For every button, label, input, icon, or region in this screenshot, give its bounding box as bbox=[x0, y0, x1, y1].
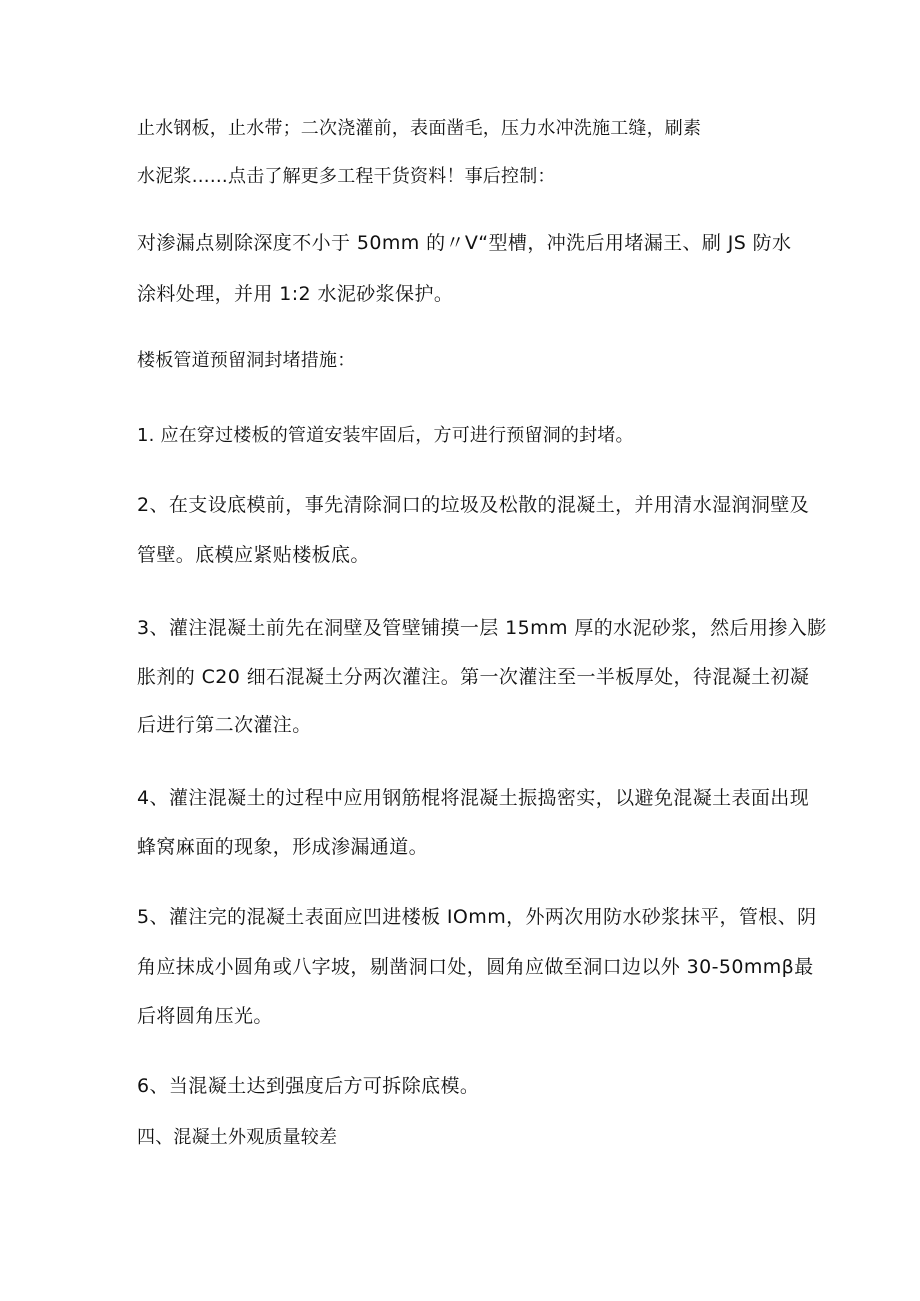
section-heading-concrete-appearance: 四、混凝土外观质量较差 bbox=[137, 1127, 338, 1148]
list-item-5-line-1: 5、灌注完的混凝土表面应凹进楼板 IOmm，外两次用防水砂浆抹平，管根、阴 bbox=[137, 906, 817, 928]
list-item-4-line-2: 蜂窝麻面的现象，形成渗漏通道。 bbox=[137, 836, 429, 858]
section-heading-floor-slab: 楼板管道预留洞封堵措施： bbox=[137, 350, 356, 371]
text-line-4: 涂料处理，并用 1:2 水泥砂浆保护。 bbox=[137, 283, 454, 305]
list-item-2-line-1: 2、在支设底模前，事先清除洞口的垃圾及松散的混凝土，并用清水湿润洞壁及 bbox=[137, 494, 810, 516]
list-item-3-line-2: 胀剂的 C20 细石混凝土分两次灌注。第一次灌注至一半板厚处，待混凝土初凝 bbox=[137, 666, 810, 688]
list-item-2-line-2: 管壁。底模应紧贴楼板底。 bbox=[137, 544, 370, 566]
list-item-4-line-1: 4、灌注混凝土的过程中应用钢筋棍将混凝土振捣密实，以避免混凝土表面出现 bbox=[137, 787, 810, 809]
list-item-3-line-3: 后进行第二次灌注。 bbox=[137, 714, 312, 736]
list-item-3-line-1: 3、灌注混凝土前先在洞壁及管壁铺摸一层 15mm 厚的水泥砂浆，然后用掺入膨 bbox=[137, 617, 827, 639]
list-item-1: 1. 应在穿过楼板的管道安装牢固后，方可进行预留洞的封堵。 bbox=[137, 425, 634, 446]
list-item-6: 6、当混凝土达到强度后方可拆除底模。 bbox=[137, 1075, 480, 1097]
text-line-3: 对渗漏点剔除深度不小于 50mm 的〃V“型槽，冲洗后用堵漏王、刷 JS 防水 bbox=[137, 232, 792, 254]
list-item-5-line-2: 角应抹成小圆角或八字坡，剔凿洞口处，圆角应做至洞口边以外 30-50mmβ最 bbox=[137, 956, 814, 978]
text-line-1: 止水钢板，止水带；二次浇灌前，表面凿毛，压力水冲洗施工缝，刷素 bbox=[137, 118, 702, 139]
text-line-2: 水泥浆……点击了解更多工程干货资料！事后控制： bbox=[137, 166, 556, 187]
list-item-5-line-3: 后将圆角压光。 bbox=[137, 1005, 273, 1027]
